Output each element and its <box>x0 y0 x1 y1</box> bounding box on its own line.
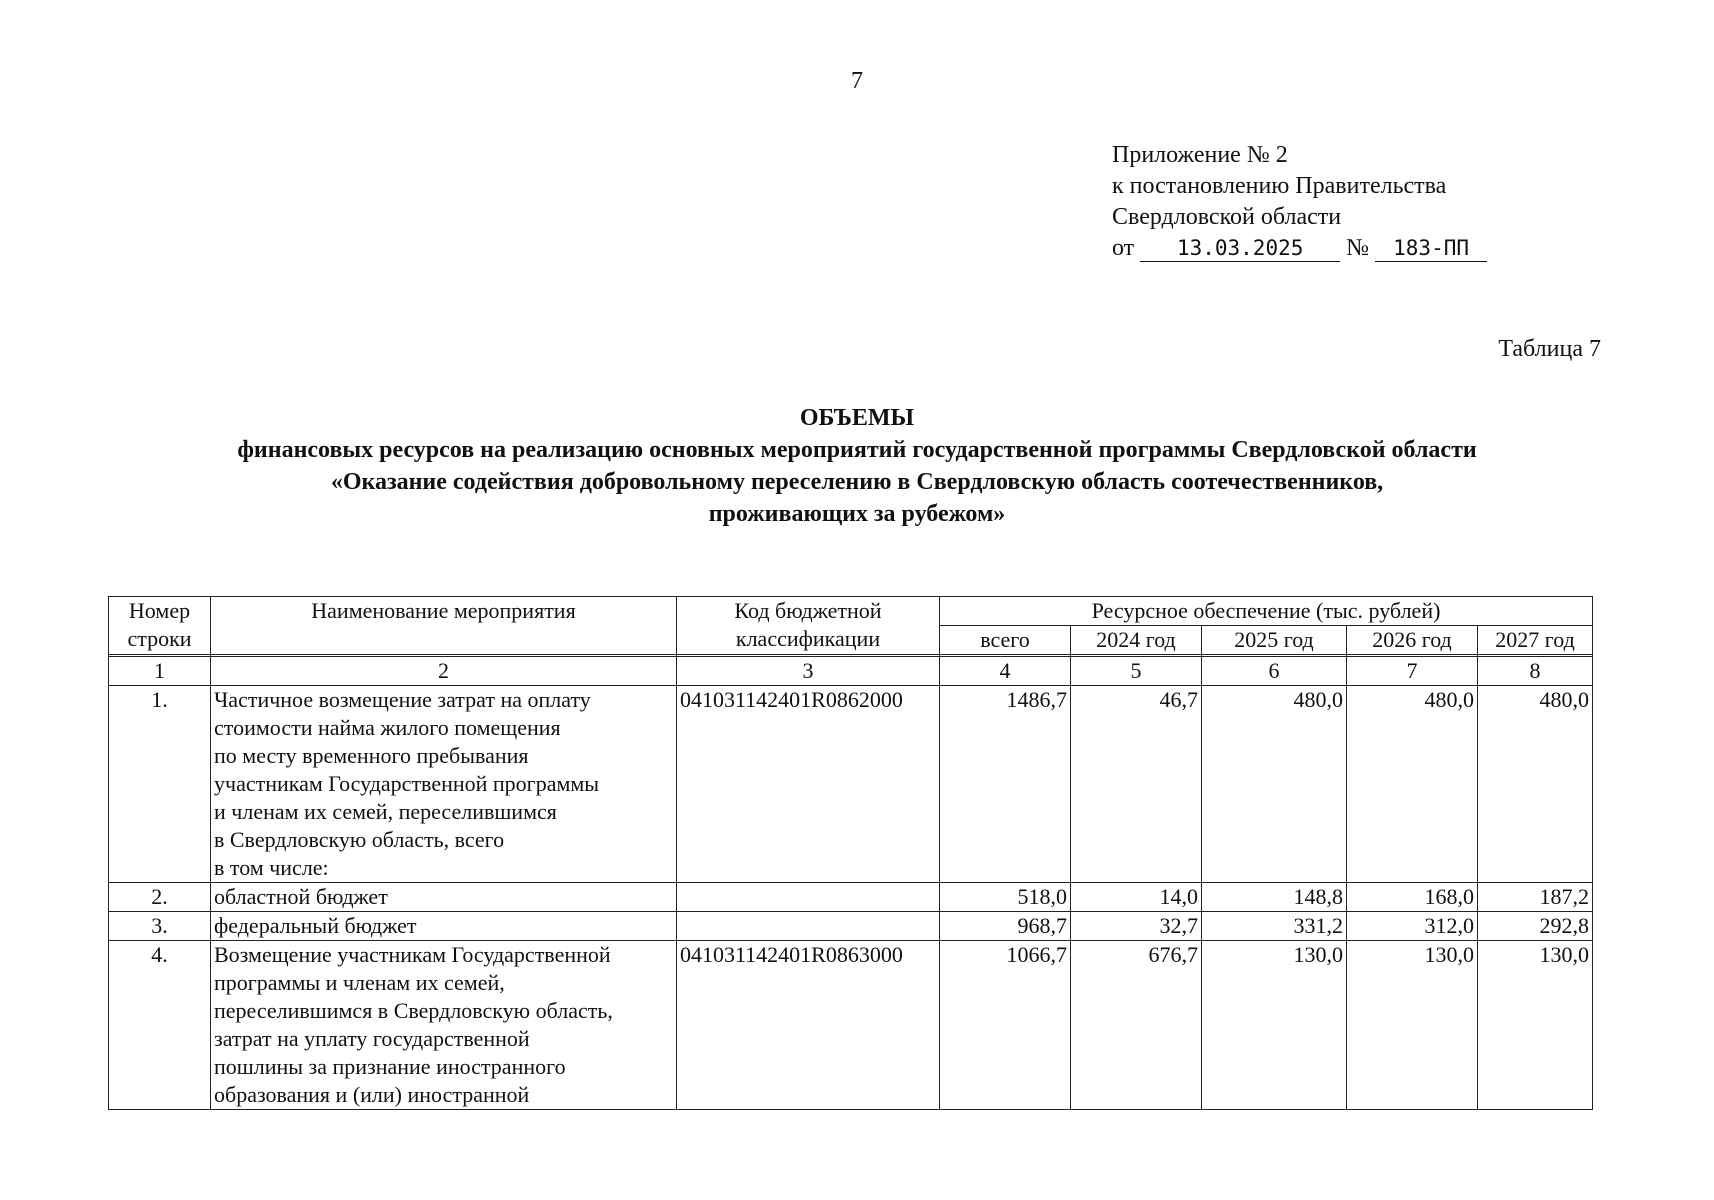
activity-name-line: в том числе: <box>214 855 329 880</box>
activity-name <box>211 941 677 1110</box>
header-name: Наименование мероприятия <box>211 597 677 655</box>
header-total: всего <box>940 626 1071 655</box>
date-prefix: от <box>1112 235 1135 261</box>
appendix-line-1: Приложение № 2 <box>1112 142 1288 168</box>
value-2026: 168,0 <box>1347 883 1478 912</box>
header-2027: 2027 год <box>1478 626 1593 655</box>
activity-name-line: участникам Государственной программы <box>214 771 600 796</box>
activity-name-line: переселившимся в Свердловскую область, <box>214 998 613 1023</box>
header-2026: 2026 год <box>1347 626 1478 655</box>
column-number: 5 <box>1071 657 1202 686</box>
budget-code: 041031142401R0862000 <box>677 686 940 883</box>
activity-name-line: образования и (или) иностранной <box>214 1082 530 1107</box>
header-2025: 2025 год <box>1202 626 1347 655</box>
activity-name-line: Возмещение участникам Государственной <box>214 942 611 967</box>
value-2027: 187,2 <box>1478 883 1593 912</box>
column-number: 1 <box>109 657 211 686</box>
appendix-line-3: Свердловской области <box>1112 204 1342 230</box>
column-number-row <box>109 657 1593 686</box>
table-row <box>109 883 1593 912</box>
activity-name-line: пошлины за признание иностранного <box>214 1054 566 1079</box>
activity-name-line: по месту временного пребывания <box>214 743 529 768</box>
value-2024: 14,0 <box>1071 883 1202 912</box>
appendix-block <box>1112 140 1487 264</box>
header-code: Код бюджетной классификации <box>677 597 940 655</box>
row-number: 3. <box>109 912 211 941</box>
column-number: 8 <box>1478 657 1593 686</box>
value-2027: 292,8 <box>1478 912 1593 941</box>
header-row-number: Номер строки <box>109 597 211 655</box>
activity-name-line: федеральный бюджет <box>214 913 417 938</box>
resolution-date: 13.03.2025 <box>1140 235 1340 262</box>
value-2025: 331,2 <box>1202 912 1347 941</box>
row-number: 1. <box>109 686 211 883</box>
table-label: Таблица 7 <box>1498 336 1601 362</box>
activity-name-line: стоимости найма жилого помещения <box>214 715 561 740</box>
budget-code <box>677 912 940 941</box>
value-total: 1066,7 <box>940 941 1071 1110</box>
header-resources: Ресурсное обеспечение (тыс. рублей) <box>940 597 1593 626</box>
heading-line-2: финансовых ресурсов на реализацию основных мероприятий государственной программы Свердловской области <box>237 437 1477 463</box>
activity-name-line: в Свердловскую область, всего <box>214 827 505 852</box>
column-number: 2 <box>211 657 677 686</box>
heading-line-1: ОБЪЕМЫ <box>799 405 915 431</box>
value-2025: 148,8 <box>1202 883 1347 912</box>
value-2026: 130,0 <box>1347 941 1478 1110</box>
financial-table <box>108 596 1593 1110</box>
value-total: 1486,7 <box>940 686 1071 883</box>
row-number: 2. <box>109 883 211 912</box>
table-row <box>109 686 1593 883</box>
row-number: 4. <box>109 941 211 1110</box>
activity-name <box>211 883 677 912</box>
appendix-line-2: к постановлению Правительства <box>1112 173 1447 199</box>
value-total: 518,0 <box>940 883 1071 912</box>
column-number: 7 <box>1347 657 1478 686</box>
resolution-number: 183-ПП <box>1375 235 1487 262</box>
number-prefix: № <box>1346 235 1370 261</box>
budget-code: 041031142401R0863000 <box>677 941 940 1110</box>
heading-line-4: проживающих за рубежом» <box>708 501 1006 527</box>
value-2027: 480,0 <box>1478 686 1593 883</box>
value-2024: 46,7 <box>1071 686 1202 883</box>
activity-name <box>211 912 677 941</box>
activity-name-line: затрат на уплату государственной <box>214 1026 530 1051</box>
page-number: 7 <box>851 68 863 94</box>
value-total: 968,7 <box>940 912 1071 941</box>
column-number: 3 <box>677 657 940 686</box>
header-2024: 2024 год <box>1071 626 1202 655</box>
value-2025: 130,0 <box>1202 941 1347 1110</box>
activity-name-line: Частичное возмещение затрат на оплату <box>214 687 591 712</box>
value-2026: 312,0 <box>1347 912 1478 941</box>
activity-name-line: и членам их семей, переселившимся <box>214 799 557 824</box>
column-number: 6 <box>1202 657 1347 686</box>
budget-code <box>677 883 940 912</box>
column-number: 4 <box>940 657 1071 686</box>
activity-name-line: программы и членам их семей, <box>214 970 505 995</box>
document-heading <box>60 402 1654 530</box>
value-2027: 130,0 <box>1478 941 1593 1110</box>
activity-name-line: областной бюджет <box>214 884 388 909</box>
heading-line-3: «Оказание содействия добровольному переселению в Свердловскую область соотечественников, <box>330 469 1384 495</box>
appendix-date-line <box>1112 233 1487 264</box>
value-2025: 480,0 <box>1202 686 1347 883</box>
activity-name <box>211 686 677 883</box>
value-2024: 676,7 <box>1071 941 1202 1110</box>
table-row <box>109 941 1593 1110</box>
value-2024: 32,7 <box>1071 912 1202 941</box>
table-row <box>109 912 1593 941</box>
value-2026: 480,0 <box>1347 686 1478 883</box>
